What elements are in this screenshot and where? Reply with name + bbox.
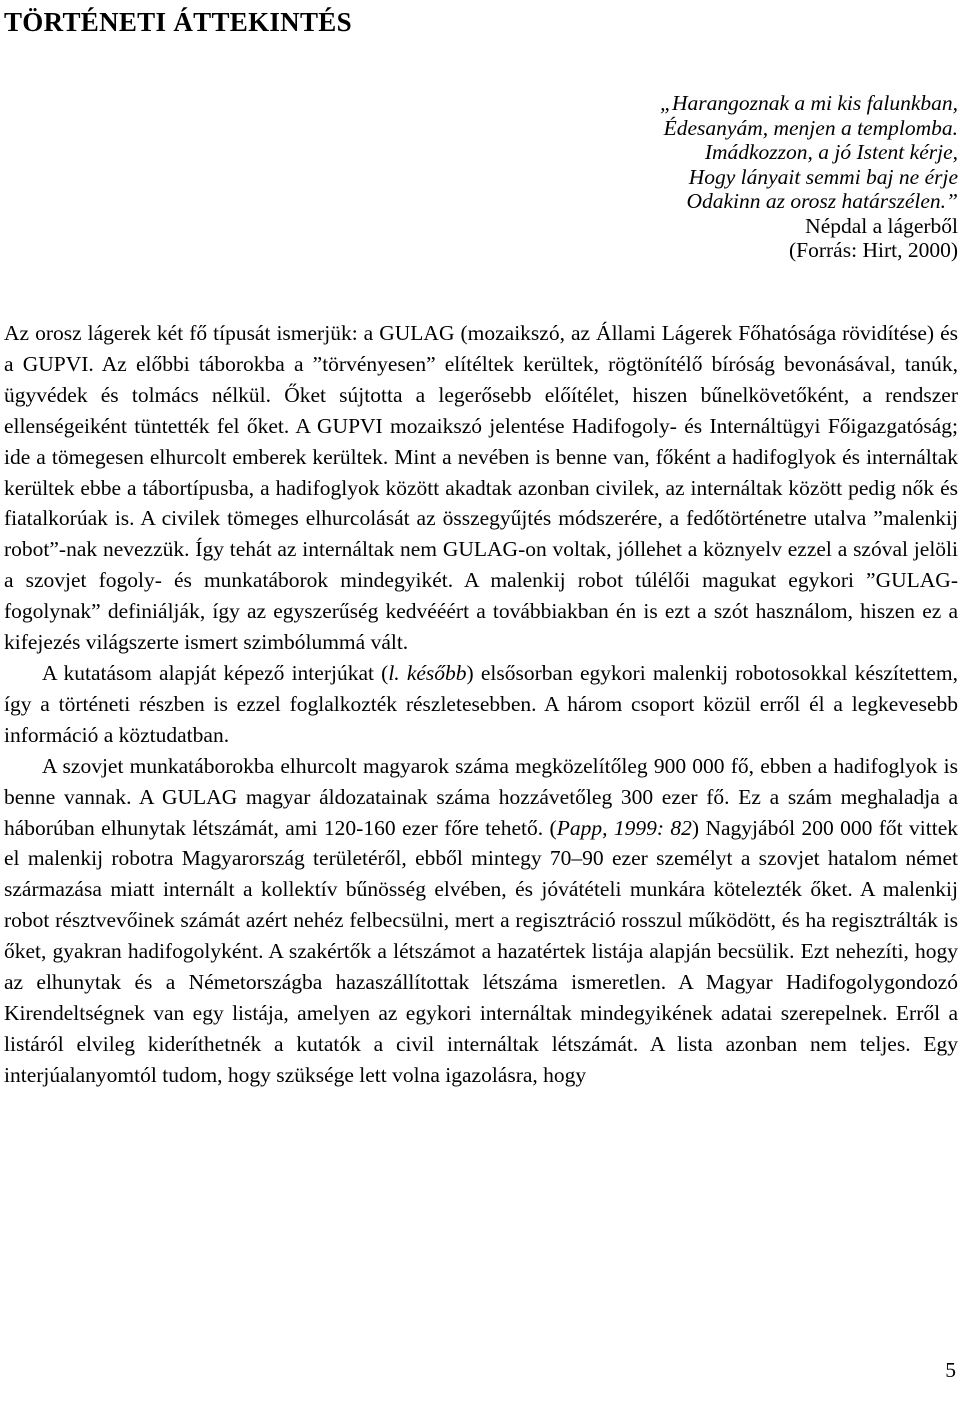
- poem-line: Hogy lányait semmi baj ne érje: [688, 164, 958, 189]
- page-title: TÖRTÉNETI ÁTTEKINTÉS: [4, 7, 352, 37]
- paragraph-2: [4, 658, 958, 751]
- paragraph-2-text-b: ) elsősorban egykori malenkij robotosokkal készítettem, így a történeti részben is ezzel foglalkozték részletesebben. A három csoport közül erről él a legkevesebb információ a köztudatban.: [4, 660, 958, 747]
- paragraph-3: [4, 751, 958, 1091]
- poem-line: „Harangoznak a mi kis falunkban,: [659, 91, 958, 115]
- paragraph-2-text-a: A kutatásom alapját képező interjúkat (: [42, 660, 389, 685]
- page-number: 5: [945, 1358, 956, 1382]
- paragraph-3-citation: Papp, 1999: 82: [556, 815, 692, 840]
- poem-line: Odakinn az orosz határszélen.”: [686, 189, 958, 213]
- poem-line: Édesanyám, menjen a templomba.: [663, 115, 958, 140]
- body-text: [4, 318, 958, 1091]
- paragraph-3-text-a: A szovjet munkatáborokba elhurcolt magyarok száma megközelítőleg 900 000 fő, ebben a hadifoglyok is benne vannak. A GULAG magyar áldozatainak száma hozzávetőleg 300 ezer fő. Ez a szám meghaladja a háborúban elhunytak létszámát, ami 120-160 ezer főre tehető. (: [4, 753, 958, 840]
- poem-line: Imádkozzon, a jó Istent kérje,: [704, 140, 958, 164]
- document-page: [4, 0, 958, 1405]
- paragraph-2-cross-reference: l. később: [388, 660, 467, 685]
- epigraph-poem: [458, 91, 958, 263]
- paragraph-1: Az orosz lágerek két fő típusát ismerjük: a GULAG (mozaikszó, az Állami Lágerek Főhatósága rövidítése) és a GUPVI. Az előbbi táborokba a ”törvényesen” elítéltek kerültek, rögtönítélő bíróság bevonásával, tanúk, ügyvédek és tolmács nélkül. Őket sújtotta a legerősebb előítélet, hiszen bűnelkövetőként, a rendszer ellenségeiként tüntették fel őket. A GUPVI mozaikszó jelentése Hadifogoly- és Internáltügyi Főigazgatóság; ide a tömegesen elhurcolt emberek kerültek. Mint a nevében is benne van, főként a hadifoglyok és internáltak kerültek ebbe a tábortípusba, a hadifoglyok között akadtak azonban civilek, az internáltak között pedig nők és fiatalkorúak is. A civilek tömeges elhurcolását az összegyűjtés módszerére, a fedőtörténetre utalva ”malenkij robot”-nak nevezzük. Így tehát az internáltak nem GULAG-on voltak, jóllehet a köznyelv ezzel a szóval jelöli a szovjet fogoly- és munkatáborok mindegyikét. A malenkij robot túlélői magukat egykori ”GULAG-fogolynak” definiálják, így az egyszerűség kedvééért a továbbiakban én is ezt a szót használom, hiszen ez a kifejezés világszerte ismert szimbólummá vált.: [4, 321, 958, 655]
- poem-source: (Forrás: Hirt, 2000): [789, 238, 958, 262]
- paragraph-3-text-b: ) Nagyjából 200 000 főt vittek el malenkij robotra Magyarország területéről, ebből mintegy 70–90 ezer személyt a szovjet hatalom német származása miatt internált a kollektív bűnösség elvében, és jóvátételi munkára kötelezték őket. A malenkij robot résztvevőinek számát azért nehéz felbecsülni, mert a regisztráció rosszul működött, és ha regisztrálták is őket, gyakran hadifogolyként. A szakértők a létszámot a hazatértek listája alapján becsülik. Ezt nehezíti, hogy az elhunytak és a Németországba hazaszállítottak létszáma ismeretlen. A Magyar Hadifogolygondozó Kirendeltségnek van egy listája, amelyen az egykori internáltak mindegyikének adatai szerepelnek. Erről a listáról elvileg kideríthetnék a kutatók a civil internáltak létszámát. A lista azonban nem teljes. Egy interjúalanyomtól tudom, hogy szüksége lett volna igazolásra, hogy: [4, 815, 959, 1087]
- poem-attribution: Népdal a lágerből: [805, 213, 958, 238]
